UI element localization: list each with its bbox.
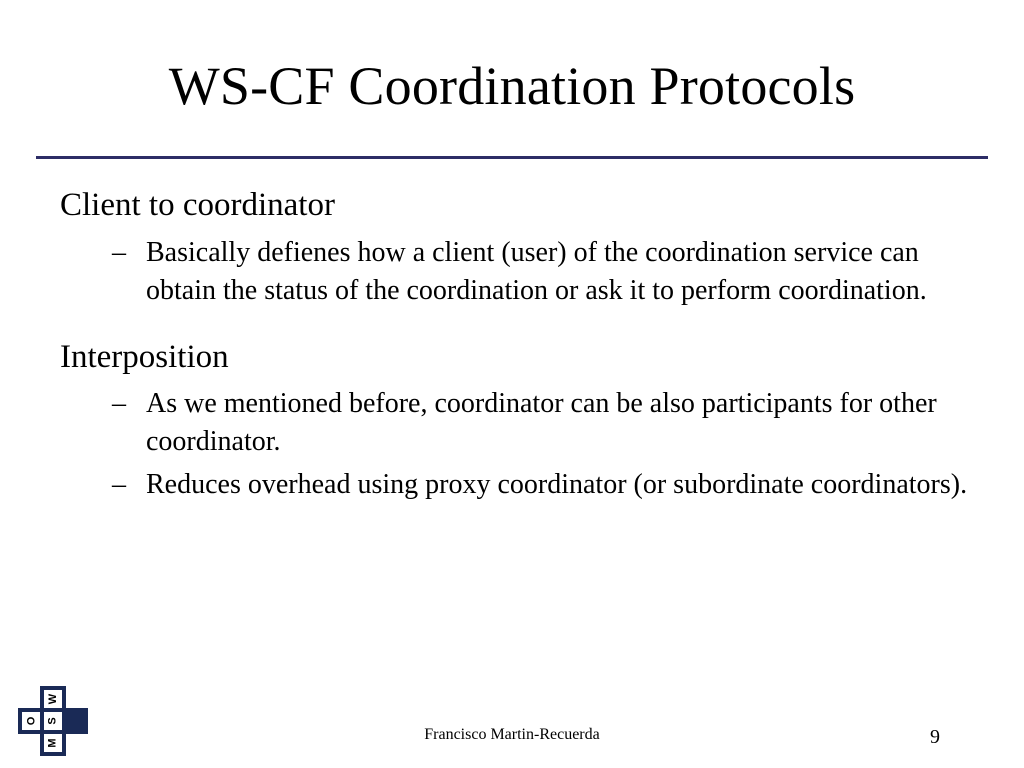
bullet-dash-icon: –	[112, 388, 126, 420]
title-divider	[36, 156, 988, 159]
list-item	[56, 234, 976, 310]
section-spacer	[56, 328, 976, 338]
logo-letter-m: M	[44, 734, 62, 752]
list-item	[56, 385, 976, 461]
page-number: 9	[930, 726, 940, 748]
logo-letter-s: S	[44, 712, 62, 730]
section-heading-2: Interposition	[60, 338, 229, 375]
bullet-list-1	[56, 234, 976, 310]
footer-author: Francisco Martin-Recuerda	[424, 726, 600, 743]
list-item-text: Reduces overhead using proxy coordinator (or subordinate coordinators).	[146, 468, 968, 500]
page-title: WS-CF Coordination Protocols	[168, 56, 856, 116]
slide-body	[56, 186, 976, 522]
bullet-list-2	[56, 385, 976, 503]
logo-letter-o: O	[22, 712, 40, 730]
bullet-dash-icon: –	[112, 468, 126, 500]
section-heading-1: Client to coordinator	[60, 187, 335, 223]
list-item	[56, 466, 976, 504]
bullet-dash-icon: –	[112, 236, 126, 268]
organization-logo	[18, 686, 88, 756]
logo-letter-w: W	[44, 690, 62, 708]
list-item-text: Basically defienes how a client (user) of the coordination service can obtain the status of the coordination or ask it to perform coordination.	[146, 236, 927, 306]
list-item-text: As we mentioned before, coordinator can be also participants for other coordinator.	[146, 388, 937, 458]
